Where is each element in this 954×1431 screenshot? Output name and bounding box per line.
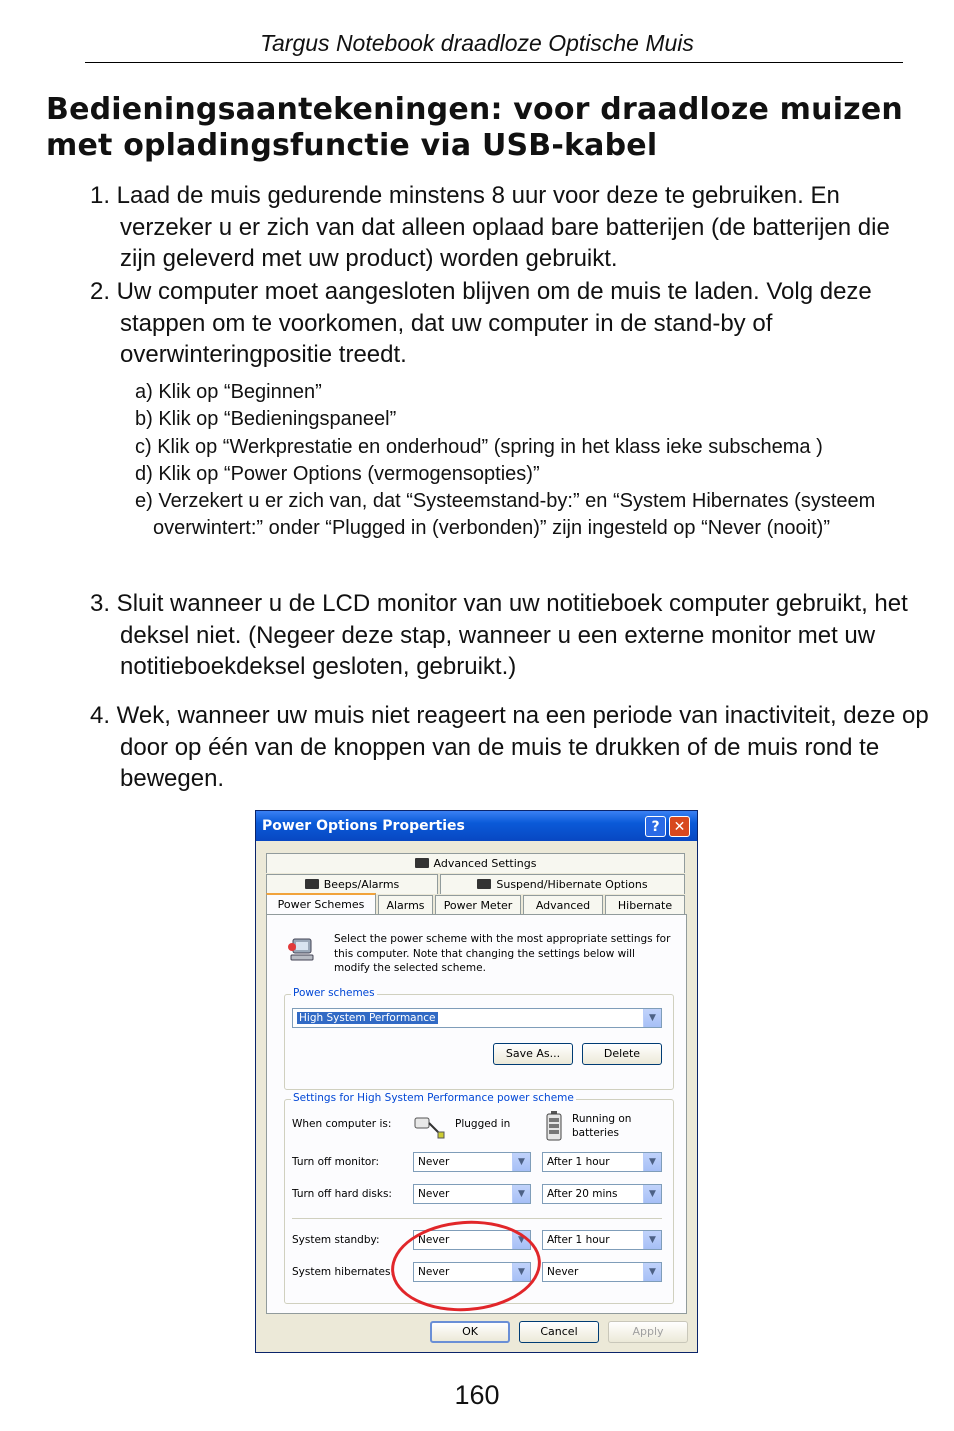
delete-button[interactable]: Delete xyxy=(582,1043,662,1065)
power-schemes-group xyxy=(284,987,674,1090)
substeps xyxy=(135,379,935,543)
step-3: 3. Sluit wanneer u de LCD monitor van uw notitieboek computer gebruikt, het deksel niet. (Negeer deze stap, wanneer u een externe monitor met uw notitieboekdeksel gesloten, gebruikt.) xyxy=(90,590,908,680)
monitor-plugged-select[interactable]: Never ▼ xyxy=(413,1152,531,1172)
chevron-down-icon: ▼ xyxy=(512,1153,530,1171)
chevron-down-icon: ▼ xyxy=(643,1263,661,1281)
dialog-title-bar xyxy=(256,811,697,841)
plugged-in-label: Plugged in xyxy=(455,1118,511,1130)
monitor-battery-select[interactable]: After 1 hour ▼ xyxy=(542,1152,662,1172)
disks-plugged-select[interactable]: Never ▼ xyxy=(413,1184,531,1204)
scheme-description: Select the power scheme with the most appropriate settings for this computer. Note that changing the settings below will modify the selected scheme. xyxy=(334,933,671,974)
page-title: Bedieningsaantekeningen: voor draadloze muizen met opladingsfunctie via USB-kabel xyxy=(46,92,903,163)
standby-label: System standby: xyxy=(292,1234,380,1246)
settings-group-label: Settings for High System Performance power scheme xyxy=(293,1092,574,1104)
running-header: Targus Notebook draadloze Optische Muis xyxy=(260,30,694,56)
substep-e: e) Verzekert u er zich van, dat “Systeemstand-by:” en “System Hibernates (systeem overwintert:” onder “Plugged in (verbonden)” zijn ingesteld op “Never (nooit)” xyxy=(135,490,876,540)
disks-battery-select[interactable]: After 20 mins ▼ xyxy=(542,1184,662,1204)
laptop-icon xyxy=(477,879,491,889)
step-2: 2. Uw computer moet aangesloten blijven om de muis te laden. Volg deze stappen om te voorkomen, dat uw computer in de stand-by of overwinteringpositie treedt. xyxy=(90,278,872,368)
chevron-down-icon: ▼ xyxy=(512,1231,530,1249)
hibernate-label: System hibernates: xyxy=(292,1266,394,1278)
chevron-down-icon: ▼ xyxy=(643,1185,661,1203)
page-number: 160 xyxy=(454,1380,500,1410)
tab-suspend-hibernate[interactable]: Suspend/Hibernate Options xyxy=(440,874,685,894)
power-options-dialog xyxy=(255,810,698,1353)
hibernate-battery-select[interactable]: Never ▼ xyxy=(542,1262,662,1282)
step-4: 4. Wek, wanneer uw muis niet reageert na een periode van inactiviteit, deze op door op één van de knoppen van de muis te drukken of de muis rond te bewegen. xyxy=(90,702,929,792)
laptop-icon xyxy=(415,858,429,868)
chevron-down-icon: ▼ xyxy=(643,1153,661,1171)
hibernate-plugged-select[interactable]: Never ▼ xyxy=(413,1262,531,1282)
standby-battery-select[interactable]: After 1 hour ▼ xyxy=(542,1230,662,1250)
battery-icon xyxy=(544,1110,564,1142)
settings-divider xyxy=(292,1218,662,1219)
plug-icon xyxy=(412,1112,446,1142)
tab-hibernate[interactable]: Hibernate xyxy=(605,895,685,915)
tab-beeps-alarms[interactable]: Beeps/Alarms xyxy=(266,874,438,894)
power-computer-icon xyxy=(287,935,317,965)
header-rule xyxy=(85,62,903,63)
tab-power-schemes[interactable]: Power Schemes xyxy=(266,893,376,915)
running-on-batteries-label: Running on batteries xyxy=(572,1113,632,1139)
scheme-select[interactable]: High System Performance ▼ xyxy=(292,1008,662,1028)
substep-c: c) Klik op “Werkprestatie en onderhoud” (spring in het klass ieke subschema ) xyxy=(135,435,823,458)
chevron-down-icon: ▼ xyxy=(643,1231,661,1249)
cancel-button[interactable]: Cancel xyxy=(519,1321,599,1343)
close-button[interactable]: ✕ xyxy=(669,816,690,837)
substep-b: b) Klik op “Bedieningspaneel” xyxy=(135,408,397,431)
dialog-title: Power Options Properties xyxy=(262,818,465,834)
tab-power-meter[interactable]: Power Meter xyxy=(435,895,521,915)
when-computer-label: When computer is: xyxy=(292,1118,392,1130)
apply-button[interactable]: Apply xyxy=(608,1321,688,1343)
power-schemes-label: Power schemes xyxy=(293,987,375,999)
chevron-down-icon: ▼ xyxy=(643,1009,661,1027)
chevron-down-icon: ▼ xyxy=(512,1263,530,1281)
standby-plugged-select[interactable]: Never ▼ xyxy=(413,1230,531,1250)
tab-advanced-settings[interactable]: Advanced Settings xyxy=(266,853,685,873)
monitor-label: Turn off monitor: xyxy=(292,1156,380,1168)
step-1: 1. Laad de muis gedurende minstens 8 uur voor deze te gebruiken. En verzeker u er zich van dat alleen oplaad bare batterijen (de batterijen die zijn geleverd met uw product) worden gebruikt. xyxy=(90,182,890,272)
substep-a: a) Klik op “Beginnen” xyxy=(135,381,322,403)
help-button[interactable]: ? xyxy=(645,816,666,837)
chevron-down-icon: ▼ xyxy=(512,1185,530,1203)
tab-advanced[interactable]: Advanced xyxy=(523,895,603,915)
ok-button[interactable]: OK xyxy=(430,1321,510,1343)
laptop-icon xyxy=(305,879,319,889)
tab-alarms[interactable]: Alarms xyxy=(378,895,433,915)
save-as-button[interactable]: Save As... xyxy=(493,1043,573,1065)
hard-disks-label: Turn off hard disks: xyxy=(292,1188,392,1200)
substep-d: d) Klik op “Power Options (vermogensopties)” xyxy=(135,462,540,485)
